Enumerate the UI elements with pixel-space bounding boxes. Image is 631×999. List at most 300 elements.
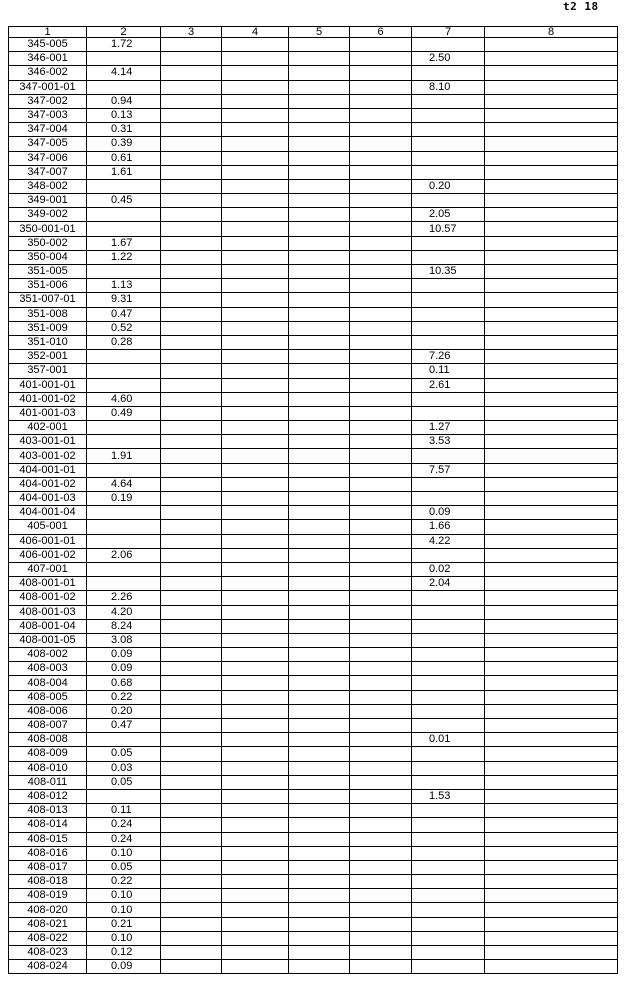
empty-cell: [485, 591, 618, 605]
col7-value-cell: [412, 719, 485, 733]
table-row: [9, 662, 618, 676]
empty-cell: [222, 761, 289, 775]
parcel-id-cell: 403-001-02: [9, 449, 87, 463]
empty-cell: [289, 108, 350, 122]
empty-cell: [222, 222, 289, 236]
empty-cell: [485, 534, 618, 548]
empty-cell: [485, 151, 618, 165]
col7-value-cell: [412, 38, 485, 52]
empty-cell: [485, 931, 618, 945]
col7-value-cell: [412, 392, 485, 406]
empty-cell: [289, 619, 350, 633]
empty-cell: [161, 931, 222, 945]
parcel-id-cell: 406-001-01: [9, 534, 87, 548]
empty-cell: [485, 435, 618, 449]
empty-cell: [350, 719, 412, 733]
empty-cell: [350, 761, 412, 775]
empty-cell: [289, 335, 350, 349]
empty-cell: [485, 137, 618, 151]
empty-cell: [161, 194, 222, 208]
empty-cell: [289, 137, 350, 151]
empty-cell: [161, 66, 222, 80]
empty-cell: [350, 151, 412, 165]
col7-value-cell: [412, 137, 485, 151]
empty-cell: [222, 846, 289, 860]
empty-cell: [289, 577, 350, 591]
empty-cell: [350, 676, 412, 690]
empty-cell: [350, 463, 412, 477]
empty-cell: [161, 435, 222, 449]
parcel-id-cell: 347-005: [9, 137, 87, 151]
empty-cell: [485, 378, 618, 392]
empty-cell: [222, 208, 289, 222]
col7-value-cell: [412, 321, 485, 335]
empty-cell: [161, 208, 222, 222]
empty-cell: [289, 80, 350, 94]
empty-cell: [485, 775, 618, 789]
empty-cell: [350, 931, 412, 945]
table-body: [9, 38, 618, 974]
table-row: [9, 648, 618, 662]
empty-cell: [289, 548, 350, 562]
empty-cell: [350, 789, 412, 803]
col2-value-cell: [87, 265, 161, 279]
empty-cell: [350, 506, 412, 520]
empty-cell: [289, 676, 350, 690]
empty-cell: [289, 236, 350, 250]
empty-cell: [222, 123, 289, 137]
empty-cell: [485, 350, 618, 364]
empty-cell: [161, 789, 222, 803]
empty-cell: [289, 733, 350, 747]
table-row: [9, 818, 618, 832]
empty-cell: [485, 406, 618, 420]
empty-cell: [222, 946, 289, 960]
parcel-id-cell: 408-011: [9, 775, 87, 789]
col2-value-cell: 0.22: [87, 875, 161, 889]
empty-cell: [485, 960, 618, 974]
empty-cell: [289, 917, 350, 931]
empty-cell: [161, 151, 222, 165]
empty-cell: [350, 520, 412, 534]
empty-cell: [350, 165, 412, 179]
table-row: [9, 38, 618, 52]
empty-cell: [350, 875, 412, 889]
empty-cell: [222, 279, 289, 293]
col2-value-cell: 1.67: [87, 236, 161, 250]
empty-cell: [161, 946, 222, 960]
empty-cell: [222, 548, 289, 562]
empty-cell: [222, 66, 289, 80]
empty-cell: [289, 378, 350, 392]
parcel-id-cell: 350-002: [9, 236, 87, 250]
parcel-id-cell: 347-002: [9, 94, 87, 108]
parcel-id-cell: 408-023: [9, 946, 87, 960]
empty-cell: [289, 747, 350, 761]
col2-value-cell: 1.72: [87, 38, 161, 52]
empty-cell: [350, 265, 412, 279]
empty-cell: [485, 165, 618, 179]
col2-value-cell: [87, 520, 161, 534]
empty-cell: [161, 165, 222, 179]
col2-value-cell: 2.06: [87, 548, 161, 562]
empty-cell: [485, 94, 618, 108]
empty-cell: [485, 889, 618, 903]
col7-value-cell: [412, 946, 485, 960]
col7-value-cell: 2.04: [412, 577, 485, 591]
table-row: [9, 80, 618, 94]
parcel-id-cell: 345-005: [9, 38, 87, 52]
empty-cell: [222, 733, 289, 747]
empty-cell: [289, 946, 350, 960]
col2-value-cell: 4.64: [87, 477, 161, 491]
col2-value-cell: 2.26: [87, 591, 161, 605]
empty-cell: [289, 208, 350, 222]
empty-cell: [161, 733, 222, 747]
col7-value-cell: [412, 704, 485, 718]
table-row: [9, 94, 618, 108]
empty-cell: [222, 534, 289, 548]
empty-cell: [289, 704, 350, 718]
empty-cell: [485, 690, 618, 704]
col7-value-cell: [412, 832, 485, 846]
empty-cell: [289, 591, 350, 605]
table-row: [9, 194, 618, 208]
table-row: [9, 931, 618, 945]
empty-cell: [161, 818, 222, 832]
table-row: [9, 108, 618, 122]
col2-value-cell: 0.24: [87, 832, 161, 846]
col2-value-cell: 0.05: [87, 747, 161, 761]
table-row: [9, 591, 618, 605]
col7-value-cell: [412, 307, 485, 321]
column-header: 5: [289, 27, 350, 38]
empty-cell: [222, 960, 289, 974]
empty-cell: [289, 123, 350, 137]
col2-value-cell: [87, 421, 161, 435]
empty-cell: [350, 421, 412, 435]
empty-cell: [350, 435, 412, 449]
table-row: [9, 165, 618, 179]
parcel-id-cell: 350-004: [9, 250, 87, 264]
empty-cell: [161, 364, 222, 378]
empty-cell: [161, 860, 222, 874]
table-row: [9, 506, 618, 520]
empty-cell: [350, 307, 412, 321]
parcel-id-cell: 408-019: [9, 889, 87, 903]
table-row: [9, 350, 618, 364]
empty-cell: [485, 364, 618, 378]
empty-cell: [222, 889, 289, 903]
parcel-id-cell: 408-004: [9, 676, 87, 690]
empty-cell: [350, 406, 412, 420]
col7-value-cell: [412, 846, 485, 860]
empty-cell: [485, 392, 618, 406]
empty-cell: [222, 492, 289, 506]
empty-cell: [485, 194, 618, 208]
table-row: [9, 889, 618, 903]
empty-cell: [161, 747, 222, 761]
empty-cell: [222, 52, 289, 66]
empty-cell: [350, 208, 412, 222]
table-row: [9, 66, 618, 80]
column-header: 2: [87, 27, 161, 38]
col2-value-cell: 0.20: [87, 704, 161, 718]
empty-cell: [161, 662, 222, 676]
col7-value-cell: [412, 960, 485, 974]
parcel-id-cell: 351-009: [9, 321, 87, 335]
parcel-id-cell: 408-009: [9, 747, 87, 761]
empty-cell: [289, 860, 350, 874]
empty-cell: [222, 179, 289, 193]
col2-value-cell: 0.31: [87, 123, 161, 137]
parcel-id-cell: 408-020: [9, 903, 87, 917]
col7-value-cell: [412, 94, 485, 108]
table-row: [9, 562, 618, 576]
empty-cell: [289, 52, 350, 66]
empty-cell: [222, 931, 289, 945]
empty-cell: [222, 719, 289, 733]
empty-cell: [289, 94, 350, 108]
table-row: [9, 392, 618, 406]
table-row: [9, 279, 618, 293]
table-row: [9, 676, 618, 690]
empty-cell: [161, 250, 222, 264]
empty-cell: [289, 633, 350, 647]
empty-cell: [222, 605, 289, 619]
empty-cell: [485, 548, 618, 562]
empty-cell: [485, 463, 618, 477]
empty-cell: [350, 137, 412, 151]
table-row: [9, 208, 618, 222]
table-row: [9, 137, 618, 151]
empty-cell: [350, 38, 412, 52]
empty-cell: [350, 804, 412, 818]
empty-cell: [161, 449, 222, 463]
empty-cell: [222, 80, 289, 94]
empty-cell: [350, 577, 412, 591]
empty-cell: [485, 449, 618, 463]
empty-cell: [485, 789, 618, 803]
col2-value-cell: 0.12: [87, 946, 161, 960]
empty-cell: [485, 179, 618, 193]
col2-value-cell: 8.24: [87, 619, 161, 633]
parcel-id-cell: 348-002: [9, 179, 87, 193]
empty-cell: [350, 350, 412, 364]
col7-value-cell: 4.22: [412, 534, 485, 548]
empty-cell: [289, 804, 350, 818]
col2-value-cell: 0.47: [87, 307, 161, 321]
empty-cell: [485, 619, 618, 633]
empty-cell: [161, 236, 222, 250]
empty-cell: [222, 804, 289, 818]
col7-value-cell: [412, 194, 485, 208]
empty-cell: [222, 506, 289, 520]
table-row: [9, 250, 618, 264]
empty-cell: [222, 577, 289, 591]
empty-cell: [289, 492, 350, 506]
parcel-id-cell: 406-001-02: [9, 548, 87, 562]
empty-cell: [350, 321, 412, 335]
col2-value-cell: 0.28: [87, 335, 161, 349]
empty-cell: [289, 392, 350, 406]
empty-cell: [485, 279, 618, 293]
empty-cell: [222, 250, 289, 264]
empty-cell: [161, 279, 222, 293]
col7-value-cell: [412, 406, 485, 420]
col7-value-cell: [412, 818, 485, 832]
empty-cell: [289, 690, 350, 704]
empty-cell: [350, 279, 412, 293]
empty-cell: [350, 960, 412, 974]
parcel-id-cell: 401-001-03: [9, 406, 87, 420]
col2-value-cell: 4.60: [87, 392, 161, 406]
parcel-id-cell: 403-001-01: [9, 435, 87, 449]
empty-cell: [161, 605, 222, 619]
col2-value-cell: 0.09: [87, 648, 161, 662]
col2-value-cell: [87, 350, 161, 364]
empty-cell: [289, 846, 350, 860]
table-row: [9, 917, 618, 931]
empty-cell: [350, 605, 412, 619]
parcel-id-cell: 357-001: [9, 364, 87, 378]
empty-cell: [222, 619, 289, 633]
empty-cell: [350, 889, 412, 903]
empty-cell: [289, 222, 350, 236]
parcel-id-cell: 408-010: [9, 761, 87, 775]
empty-cell: [161, 690, 222, 704]
empty-cell: [222, 477, 289, 491]
empty-cell: [485, 492, 618, 506]
empty-cell: [485, 123, 618, 137]
parcel-id-cell: 408-015: [9, 832, 87, 846]
empty-cell: [161, 534, 222, 548]
parcel-id-cell: 408-014: [9, 818, 87, 832]
parcel-id-cell: 349-002: [9, 208, 87, 222]
col2-value-cell: 0.10: [87, 889, 161, 903]
empty-cell: [222, 463, 289, 477]
col2-value-cell: 3.08: [87, 633, 161, 647]
col7-value-cell: 1.53: [412, 789, 485, 803]
table-row: [9, 236, 618, 250]
col7-value-cell: 10.57: [412, 222, 485, 236]
col7-value-cell: [412, 236, 485, 250]
empty-cell: [161, 265, 222, 279]
table-row: [9, 222, 618, 236]
empty-cell: [485, 846, 618, 860]
empty-cell: [350, 733, 412, 747]
table-row: [9, 421, 618, 435]
empty-cell: [350, 704, 412, 718]
col7-value-cell: [412, 648, 485, 662]
empty-cell: [222, 38, 289, 52]
empty-cell: [161, 917, 222, 931]
table-row: [9, 293, 618, 307]
empty-cell: [350, 832, 412, 846]
col2-value-cell: 0.19: [87, 492, 161, 506]
empty-cell: [222, 108, 289, 122]
parcel-id-cell: 404-001-01: [9, 463, 87, 477]
col2-value-cell: [87, 80, 161, 94]
empty-cell: [485, 733, 618, 747]
col7-value-cell: [412, 591, 485, 605]
empty-cell: [350, 108, 412, 122]
empty-cell: [485, 335, 618, 349]
col2-value-cell: 0.05: [87, 860, 161, 874]
col7-value-cell: [412, 804, 485, 818]
empty-cell: [222, 449, 289, 463]
table-row: [9, 463, 618, 477]
col7-value-cell: 1.66: [412, 520, 485, 534]
col7-value-cell: 0.20: [412, 179, 485, 193]
empty-cell: [350, 534, 412, 548]
table-row: [9, 435, 618, 449]
empty-cell: [350, 662, 412, 676]
col2-value-cell: [87, 789, 161, 803]
empty-cell: [222, 662, 289, 676]
empty-cell: [161, 222, 222, 236]
parcel-id-cell: 347-004: [9, 123, 87, 137]
empty-cell: [350, 378, 412, 392]
empty-cell: [485, 520, 618, 534]
table-row: [9, 846, 618, 860]
col2-value-cell: [87, 222, 161, 236]
empty-cell: [161, 293, 222, 307]
col7-value-cell: [412, 449, 485, 463]
empty-cell: [161, 903, 222, 917]
empty-cell: [289, 265, 350, 279]
table-row: [9, 633, 618, 647]
empty-cell: [161, 492, 222, 506]
empty-cell: [350, 179, 412, 193]
empty-cell: [161, 392, 222, 406]
empty-cell: [161, 619, 222, 633]
parcel-id-cell: 408-003: [9, 662, 87, 676]
table-row: [9, 492, 618, 506]
empty-cell: [289, 761, 350, 775]
empty-cell: [161, 719, 222, 733]
parcel-id-cell: 408-013: [9, 804, 87, 818]
parcel-id-cell: 351-005: [9, 265, 87, 279]
table-row: [9, 747, 618, 761]
col7-value-cell: [412, 775, 485, 789]
parcel-id-cell: 408-018: [9, 875, 87, 889]
empty-cell: [350, 364, 412, 378]
empty-cell: [289, 279, 350, 293]
empty-cell: [289, 165, 350, 179]
empty-cell: [222, 591, 289, 605]
empty-cell: [161, 633, 222, 647]
table-row: [9, 832, 618, 846]
empty-cell: [222, 265, 289, 279]
empty-cell: [350, 335, 412, 349]
col2-value-cell: 0.03: [87, 761, 161, 775]
col7-value-cell: [412, 108, 485, 122]
empty-cell: [161, 506, 222, 520]
col2-value-cell: 0.61: [87, 151, 161, 165]
col2-value-cell: 0.47: [87, 719, 161, 733]
empty-cell: [161, 94, 222, 108]
parcel-id-cell: 346-001: [9, 52, 87, 66]
empty-cell: [350, 222, 412, 236]
parcel-id-cell: 352-001: [9, 350, 87, 364]
column-header: 1: [9, 27, 87, 38]
col2-value-cell: 9.31: [87, 293, 161, 307]
col7-value-cell: [412, 903, 485, 917]
parcel-id-cell: 347-006: [9, 151, 87, 165]
col2-value-cell: 4.14: [87, 66, 161, 80]
empty-cell: [485, 676, 618, 690]
